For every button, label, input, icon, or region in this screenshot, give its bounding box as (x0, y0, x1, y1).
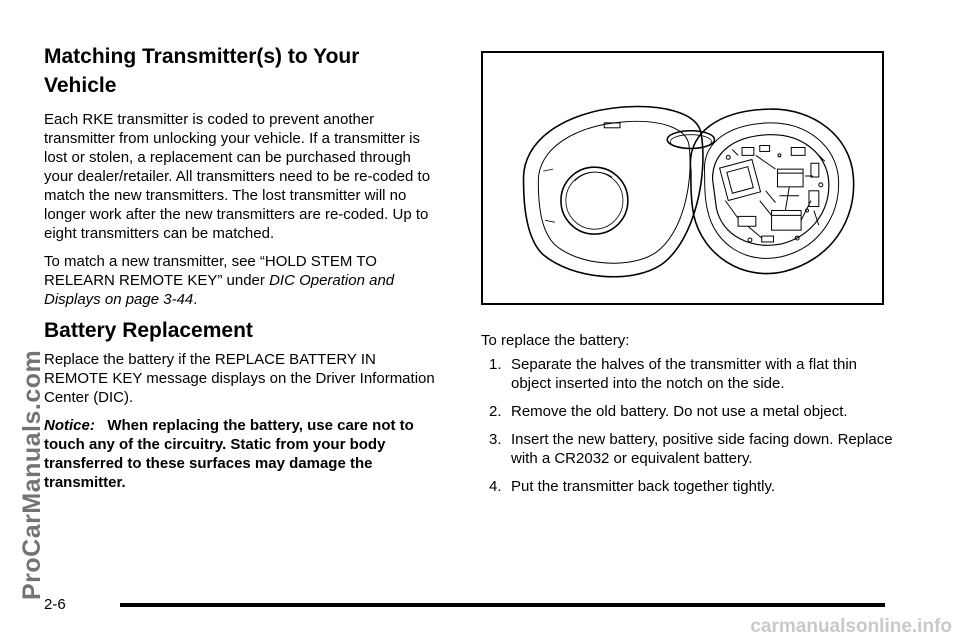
step-text: Insert the new battery, positive side facing down. Replace with a CR2032 or equivalent battery. (511, 431, 893, 467)
step-3 (489, 430, 899, 468)
side-watermark: ProCarManuals.com (18, 349, 46, 600)
notice-text: When replacing the battery, use care not to touch any of the circuitry. Static from your body transferred to these surfaces may damage the transmitter. (44, 417, 414, 491)
matching-paragraph: Each RKE transmitter is coded to prevent another transmitter from unlocking your vehicle. If a transmitter is lost or stolen, a replacement can be purchased through your dealer/retailer. All transmitters need to be re-coded to match the new transmitters. The lost transmitter will no longer work after the new transmitters are re-coded. Up to eight transmitters can be matched. (44, 111, 431, 242)
dic-reference-link[interactable]: DIC Operation and Displays on page 3-44 (44, 272, 395, 308)
step-number: 3. (489, 431, 502, 448)
battery-steps-list (489, 355, 899, 505)
bottom-watermark: carmanualsonline.info (750, 616, 952, 637)
step-2 (489, 402, 899, 421)
left-column (44, 42, 444, 501)
steps-intro: To replace the battery: (481, 332, 630, 349)
step-text: Remove the old battery. Do not use a metal object. (511, 403, 848, 420)
heading-line-1: Matching Transmitter(s) to Your (44, 45, 360, 68)
battery-paragraph: Replace the battery if the REPLACE BATTERY IN REMOTE KEY message displays on the Driver Information Center (DIC). (44, 351, 435, 406)
notice-paragraph (44, 416, 444, 492)
heading-matching-transmitters (44, 42, 444, 100)
step-number: 4. (489, 478, 502, 495)
step-text: Put the transmitter back together tightly. (511, 478, 776, 495)
match-instructions-text: To match a new transmitter, see “HOLD STEM TO RELEARN REMOTE KEY” under (44, 253, 377, 289)
match-instructions-paragraph (44, 252, 444, 309)
step-1 (489, 355, 899, 393)
footer-rule (120, 603, 885, 607)
heading-battery-replacement: Battery Replacement (44, 319, 253, 342)
notice-label: Notice: (44, 417, 95, 434)
step-text: Separate the halves of the transmitter with a flat thin object inserted into the notch on the side. (511, 356, 858, 392)
page-number: 2-6 (44, 596, 66, 613)
step-4 (489, 477, 899, 496)
transmitter-figure (481, 51, 884, 305)
key-fob-transmitter-illustration-icon (483, 53, 882, 303)
step-number: 1. (489, 356, 502, 373)
heading-line-2: Vehicle (44, 74, 117, 97)
match-instructions-suffix: . (193, 291, 198, 308)
step-number: 2. (489, 403, 502, 420)
